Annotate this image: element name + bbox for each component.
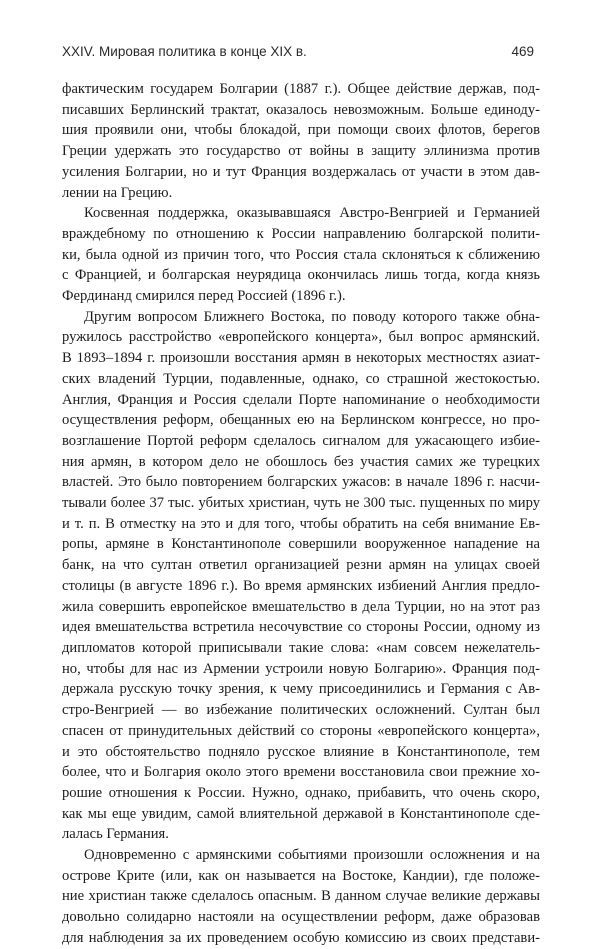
text-line: ние христиан также сделалось опасным. В данном случае великие державы	[62, 888, 540, 905]
text-line: дипломатов которой приписывали такие слова: «нам совсем нежелатель-	[62, 639, 540, 656]
text-line: Косвенная поддержка, оказывавшаяся Австро-Венгрией и Германией	[84, 205, 540, 222]
text-line: Другим вопросом Ближнего Востока, по поводу которого также обна-	[84, 308, 540, 325]
text-line: столицы (в августе 1896 г.). Во время армянских избиений Англия предло-	[62, 577, 540, 594]
text-line: более, что и Болгария около этого времени восстановила свои прежние хо-	[62, 764, 540, 781]
text-line: Англия, Франция и Россия сделали Порте напоминание о необходимости	[62, 391, 540, 408]
text-line: возглашение Портой реформ сделалось сигналом для ужасающего избие-	[62, 432, 540, 449]
running-header	[62, 44, 534, 66]
text-line: Одновременно с армянскими событиями произошли осложнения и на	[84, 847, 540, 864]
text-line: фактическим государем Болгарии (1887 г.). Общее действие держав, под-	[62, 81, 540, 97]
text-line: и т. п. В отместку на это и для того, чтобы обратить на себя внимание Ев-	[62, 515, 540, 532]
text-line: ружилось расстройство «европейского концерта», был вопрос армянский.	[62, 329, 540, 346]
text-line: для наблюдения за их проведением особую комиссию из своих представи-	[62, 929, 540, 946]
text-line: ропы, армяне в Константинополе совершили вооруженное нападение на	[62, 536, 540, 553]
text-line: рошие отношения к России. Нужно, однако, прибавить, что очень скоро,	[62, 784, 540, 801]
text-line: В 1893–1894 г. произошли восстания армян в некоторых местностях азиат-	[62, 350, 540, 367]
text-line: жила совершить европейское вмешательство в дела Турции, но на этот раз	[62, 598, 540, 615]
text-line: ния армян, в котором дело не обошлось без участия самих же турецких	[62, 453, 540, 470]
paragraph	[62, 79, 540, 203]
text-line: но, чтобы для нас из Армении устроили новую Болгарию». Франция под-	[62, 660, 540, 677]
text-line: довольно солидарно настояли на осуществлении реформ, даже образовав	[62, 909, 540, 926]
text-line: писавших Берлинский трактат, оказалось невозможным. Больше единоду-	[62, 101, 540, 118]
text-line: острове Крите (или, как он называется на Востоке, Кандии), где положе-	[62, 867, 540, 884]
paragraph	[62, 203, 540, 307]
text-line: шия проявили они, чтобы блокадой, при помощи своих флотов, берегов	[62, 122, 540, 139]
text-line: Фердинанд смирился перед Россией (1896 г.).	[62, 288, 346, 305]
text-line: держала русскую точку зрения, к чему присоединились и Германия с Ав-	[62, 681, 540, 698]
text-line: банк, на что султан ответил организацией резни армян на улицах своей	[62, 557, 540, 574]
text-line: властей. Это было повторением болгарских ужасов: в начале 1896 г. насчи-	[62, 474, 540, 491]
body-text	[62, 79, 540, 949]
paragraph	[62, 307, 540, 845]
text-line: спасен от принудительных действий со стороны «европейского концерта»,	[62, 722, 540, 739]
text-line: осуществления реформ, обещанных ею на Берлинском конгрессе, но про-	[62, 412, 540, 429]
text-line: Греции удержать это государство от войны в защиту эллинизма против	[62, 143, 540, 160]
text-line: и это обстоятельство подняло русское влияние в Константинополе, тем	[62, 743, 540, 760]
text-line: идея вмешательства встретила несочувствие со стороны России, одному из	[62, 619, 540, 636]
text-line: с Францией, и болгарская неурядица окончилась лишь тогда, когда князь	[62, 267, 540, 284]
text-line: усиления Болгарии, но и тут Франция воздержалась от участи в этом дав-	[62, 163, 540, 180]
paragraph	[62, 845, 540, 949]
chapter-title: XXIV. Мировая политика в конце XIX в.	[62, 44, 307, 59]
text-line: лалась Германия.	[62, 826, 169, 843]
text-line: тывали более 37 тыс. убитых христиан, чуть не 300 тыс. пущенных по миру	[62, 495, 540, 512]
text-line: лении на Грецию.	[62, 184, 173, 201]
text-line: как мы еще увидим, самой влиятельной державой в Константинополе сде-	[62, 805, 540, 822]
text-line: ки, была одной из причин того, что Россия стала склоняться к сближению	[62, 246, 540, 263]
text-line: враждебному по отношению к России направлению болгарской полити-	[62, 225, 540, 242]
page-number: 469	[511, 44, 534, 59]
text-line: стро-Венгрией — во избежание политических осложнений. Султан был	[62, 702, 540, 719]
text-line: ских владений Турции, подавленные, однако, со страшной жестокостью.	[62, 370, 540, 387]
